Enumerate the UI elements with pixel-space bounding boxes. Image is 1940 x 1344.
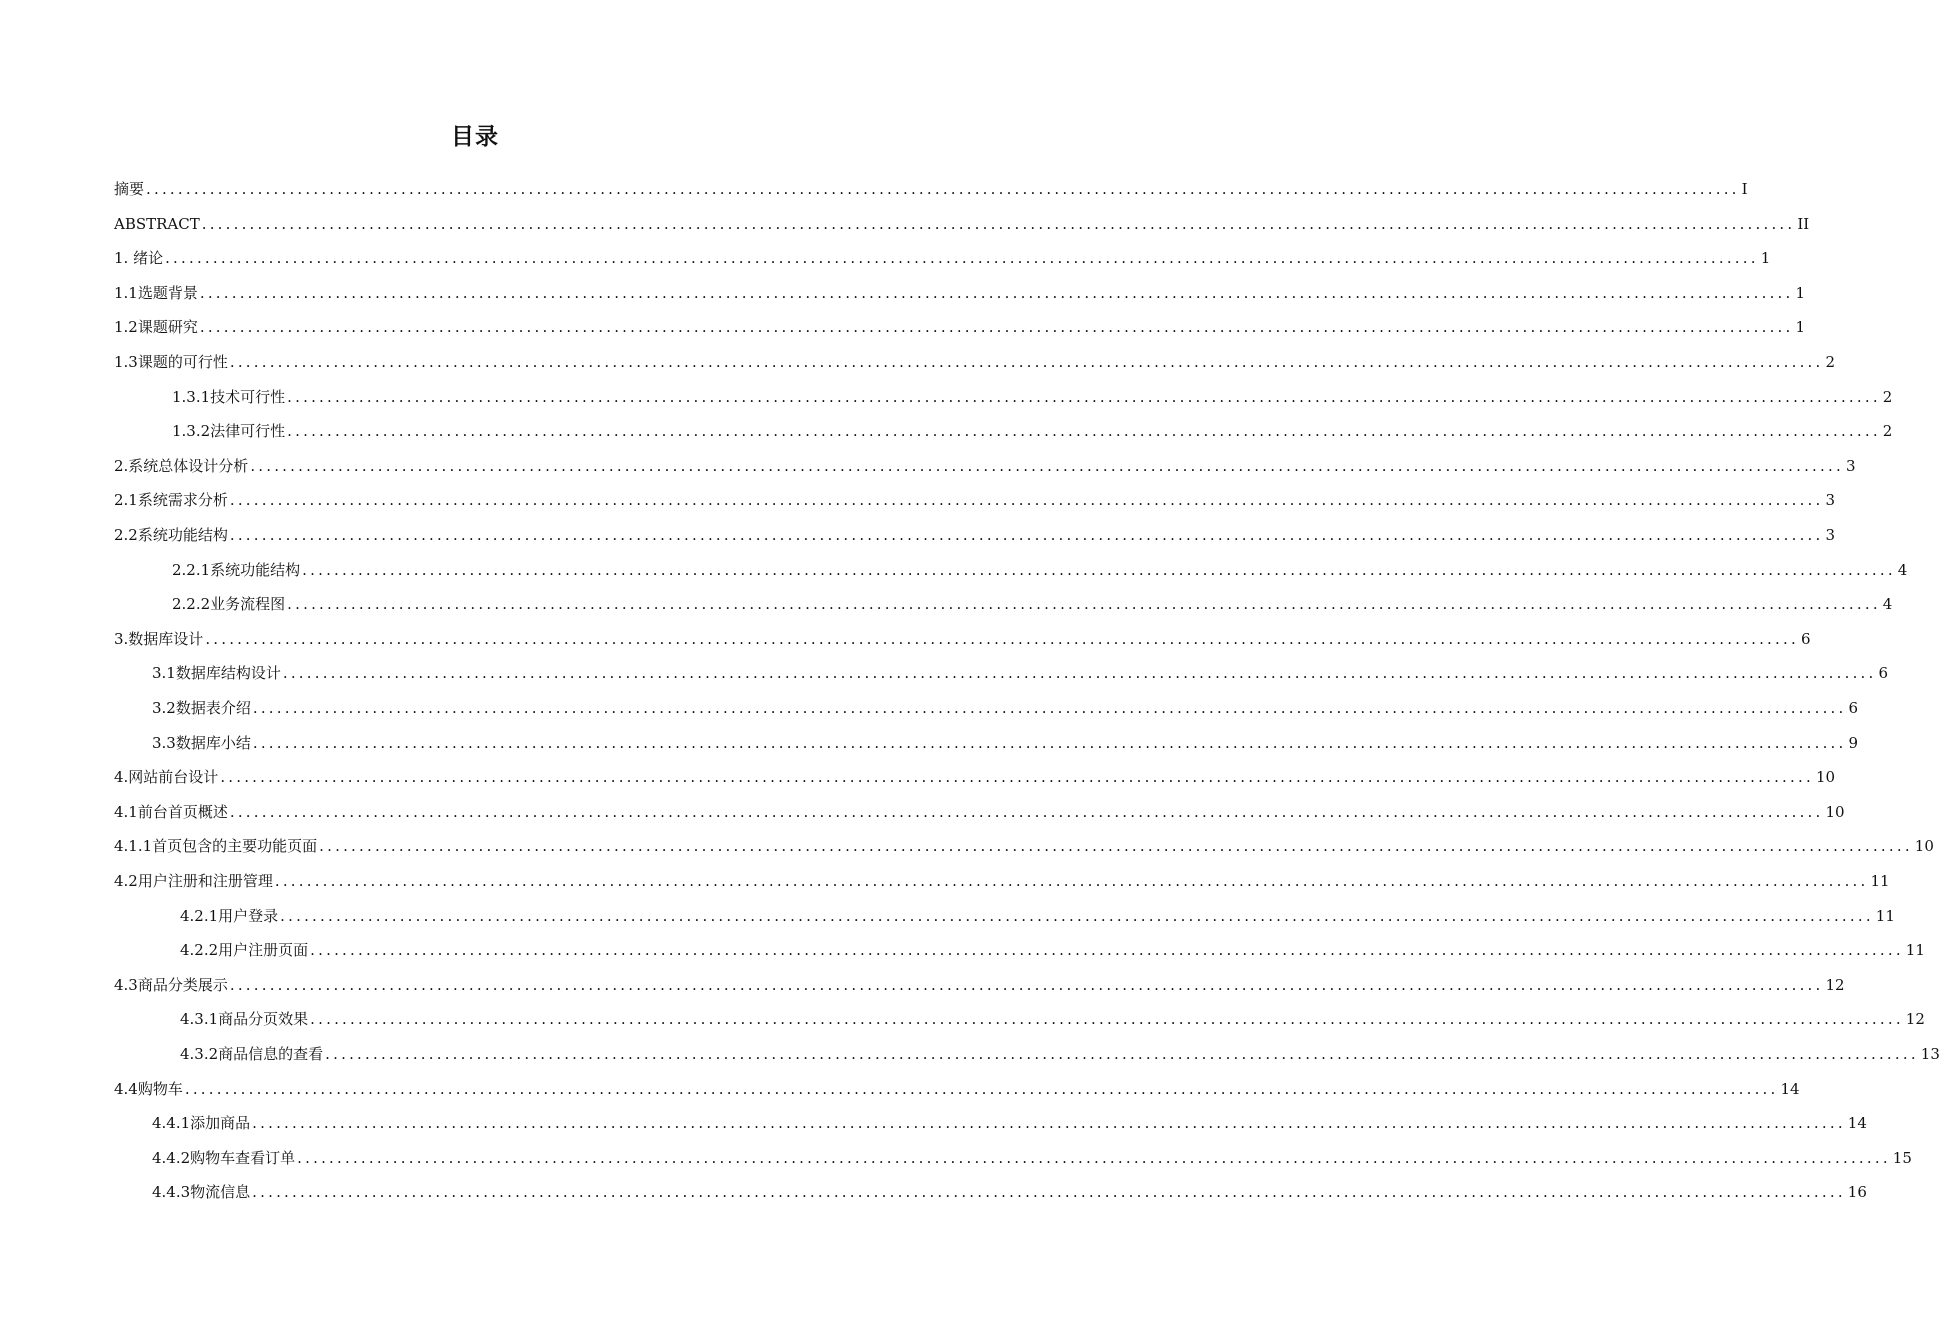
- toc-entry-page-number: 11: [1905, 941, 1925, 960]
- toc-entry-page-number: II: [1797, 214, 1810, 233]
- toc-entry-page-number: 1: [1795, 283, 1806, 302]
- toc-entry[interactable]: [114, 276, 1806, 304]
- toc-entry[interactable]: [114, 172, 1748, 200]
- toc-entry[interactable]: [114, 622, 1811, 650]
- toc-entry[interactable]: [114, 968, 1845, 996]
- toc-entry-label: 4.4.1添加商品: [152, 1114, 251, 1133]
- toc-entry-label: 1.1选题背景: [114, 283, 198, 302]
- toc-entry[interactable]: [114, 518, 1836, 546]
- toc-entry-page-number: 3: [1825, 526, 1836, 544]
- toc-entry-page-number: 10: [1914, 837, 1934, 856]
- toc-entry[interactable]: [114, 345, 1836, 373]
- toc-entry[interactable]: [114, 241, 1771, 269]
- toc-entry-page-number: 2: [1882, 387, 1893, 406]
- toc-entry-label: 4.2.1用户登录: [180, 906, 279, 925]
- toc-entry-page-number: 3: [1845, 456, 1856, 475]
- toc-leader-dots: ........................................................................................................................................................................................................: [229, 802, 1824, 821]
- toc-entry-label: 1.3课题的可行性: [114, 353, 228, 371]
- toc-leader-dots: ........................................................................................................................................................................................................: [319, 837, 1913, 856]
- toc-entry-label: 4.网站前台设计: [114, 768, 219, 787]
- toc-entry[interactable]: [152, 656, 1889, 684]
- toc-leader-dots: ........................................................................................................................................................................................................: [250, 456, 1844, 475]
- toc-entry-page-number: 6: [1800, 629, 1811, 648]
- toc-entry-page-number: 3: [1825, 491, 1836, 510]
- toc-entry-page-number: 16: [1847, 1183, 1867, 1202]
- toc-entry[interactable]: [114, 449, 1856, 477]
- toc-entry-label: 1.3.2法律可行性: [172, 422, 286, 441]
- toc-entry-label: 4.3.2商品信息的查看: [180, 1045, 324, 1063]
- toc-leader-dots: ........................................................................................................................................................................................................: [287, 595, 1881, 614]
- toc-entry-label: 4.3商品分类展示: [114, 975, 228, 994]
- toc-entry-label: 4.4.2购物车查看订单: [152, 1148, 296, 1167]
- toc-leader-dots: ........................................................................................................................................................................................................: [146, 180, 1740, 198]
- toc-entry-label: 3.数据库设计: [114, 629, 204, 648]
- toc-entry-page-number: 10: [1815, 768, 1836, 787]
- toc-entry-page-number: 4: [1882, 595, 1893, 614]
- toc-leader-dots: ........................................................................................................................................................................................................: [282, 664, 1877, 683]
- toc-entry-page-number: 12: [1905, 1010, 1925, 1029]
- toc-entry-label: 2.2.1系统功能结构: [172, 560, 301, 579]
- toc-entry[interactable]: [172, 553, 1908, 581]
- toc-leader-dots: ........................................................................................................................................................................................................: [302, 560, 1896, 579]
- toc-entry-page-number: 11: [1875, 906, 1895, 925]
- toc-leader-dots: ........................................................................................................................................................................................................: [287, 387, 1881, 406]
- toc-leader-dots: ........................................................................................................................................................................................................: [229, 975, 1824, 994]
- toc-entry[interactable]: [152, 1175, 1867, 1203]
- toc-entry-page-number: 2: [1882, 422, 1893, 441]
- toc-entry-page-number: 15: [1892, 1148, 1912, 1167]
- toc-entry[interactable]: [172, 414, 1893, 442]
- page-title: 目录: [451, 124, 499, 150]
- toc-leader-dots: ........................................................................................................................................................................................................: [252, 1183, 1846, 1202]
- toc-entry[interactable]: [114, 1072, 1800, 1100]
- toc-leader-dots: ........................................................................................................................................................................................................: [184, 1079, 1779, 1098]
- toc-leader-dots: ........................................................................................................................................................................................................: [325, 1045, 1919, 1063]
- toc-entry-page-number: 2: [1825, 353, 1836, 371]
- toc-entry-page-number: 12: [1825, 975, 1845, 994]
- toc-leader-dots: ........................................................................................................................................................................................................: [201, 214, 1796, 233]
- toc-entry-label: 4.4购物车: [114, 1079, 183, 1098]
- toc-entry-label: 4.2用户注册和注册管理: [114, 872, 273, 890]
- toc-entry-page-number: 1: [1795, 318, 1806, 337]
- toc-entry-label: 2.1系统需求分析: [114, 491, 228, 510]
- toc-entry-label: 4.2.2用户注册页面: [180, 941, 309, 960]
- toc-entry[interactable]: [180, 933, 1925, 961]
- toc-entry-page-number: 6: [1848, 699, 1859, 717]
- toc-entry-label: 1.2课题研究: [114, 318, 198, 337]
- toc-entry-page-number: 11: [1870, 872, 1890, 890]
- toc-entry-label: 摘要: [114, 180, 145, 198]
- toc-entry[interactable]: [152, 726, 1859, 754]
- toc-entry-page-number: 4: [1897, 560, 1908, 579]
- toc-entry[interactable]: [172, 380, 1893, 408]
- toc-leader-dots: ........................................................................................................................................................................................................: [297, 1148, 1891, 1167]
- toc-leader-dots: ........................................................................................................................................................................................................: [229, 353, 1824, 371]
- toc-entry-page-number: 13: [1920, 1045, 1940, 1063]
- toc-leader-dots: ........................................................................................................................................................................................................: [165, 249, 1759, 268]
- toc-entry-label: 1. 绪论: [114, 249, 164, 268]
- toc-entry-label: 4.4.3物流信息: [152, 1183, 251, 1202]
- toc-entry-page-number: I: [1741, 180, 1748, 198]
- toc-entry-label: 3.3数据库小结: [152, 733, 251, 752]
- toc-entry[interactable]: [114, 483, 1836, 511]
- toc-leader-dots: ........................................................................................................................................................................................................: [199, 318, 1794, 337]
- toc-entry-label: 3.1数据库结构设计: [152, 664, 281, 683]
- toc-entry-label: 4.1.1首页包含的主要功能页面: [114, 837, 318, 856]
- toc-entry-label: 4.1前台首页概述: [114, 802, 228, 821]
- toc-leader-dots: ........................................................................................................................................................................................................: [199, 283, 1794, 302]
- toc-leader-dots: ........................................................................................................................................................................................................: [252, 699, 1847, 717]
- toc-entry[interactable]: [114, 795, 1845, 823]
- toc-entry[interactable]: [152, 1141, 1912, 1169]
- toc-entry-page-number: 1: [1760, 249, 1771, 268]
- toc-entry[interactable]: [172, 587, 1893, 615]
- toc-entry[interactable]: [114, 760, 1836, 788]
- toc-leader-dots: ........................................................................................................................................................................................................: [280, 906, 1874, 925]
- toc-entry-page-number: 9: [1848, 733, 1859, 752]
- toc-entry[interactable]: [114, 310, 1806, 338]
- toc-entry-label: 4.3.1商品分页效果: [180, 1010, 309, 1029]
- toc-entry-label: 2.2系统功能结构: [114, 526, 228, 544]
- toc-entry[interactable]: [180, 1002, 1925, 1030]
- toc-entry[interactable]: [114, 864, 1890, 892]
- toc-leader-dots: ........................................................................................................................................................................................................: [229, 491, 1824, 510]
- toc-entry-page-number: 14: [1847, 1114, 1867, 1133]
- toc-entry-label: ABSTRACT: [114, 214, 200, 233]
- toc-leader-dots: ........................................................................................................................................................................................................: [229, 526, 1824, 544]
- toc-entry-page-number: 6: [1878, 664, 1889, 683]
- toc-entry[interactable]: [180, 1037, 1940, 1065]
- toc-entry-label: 2.系统总体设计分析: [114, 456, 249, 475]
- toc-entry-page-number: 10: [1825, 802, 1845, 821]
- toc-entry-label: 3.2数据表介绍: [152, 699, 251, 717]
- toc-leader-dots: ........................................................................................................................................................................................................: [252, 733, 1847, 752]
- toc-leader-dots: ........................................................................................................................................................................................................: [205, 629, 1799, 648]
- toc-entry[interactable]: [152, 1106, 1867, 1134]
- toc-entry[interactable]: [114, 207, 1810, 235]
- toc-leader-dots: ........................................................................................................................................................................................................: [220, 768, 1814, 787]
- toc-entry-label: 1.3.1技术可行性: [172, 387, 286, 406]
- toc-entry-page-number: 14: [1780, 1079, 1800, 1098]
- toc-leader-dots: ........................................................................................................................................................................................................: [310, 1010, 1904, 1029]
- toc-entry[interactable]: [152, 691, 1859, 719]
- toc-leader-dots: ........................................................................................................................................................................................................: [287, 422, 1881, 441]
- toc-leader-dots: ........................................................................................................................................................................................................: [310, 941, 1904, 960]
- toc-entry-label: 2.2.2业务流程图: [172, 595, 286, 614]
- toc-leader-dots: ........................................................................................................................................................................................................: [252, 1114, 1846, 1133]
- toc-entry[interactable]: [114, 829, 1934, 857]
- toc-leader-dots: ........................................................................................................................................................................................................: [274, 872, 1869, 890]
- toc-entry[interactable]: [180, 899, 1895, 927]
